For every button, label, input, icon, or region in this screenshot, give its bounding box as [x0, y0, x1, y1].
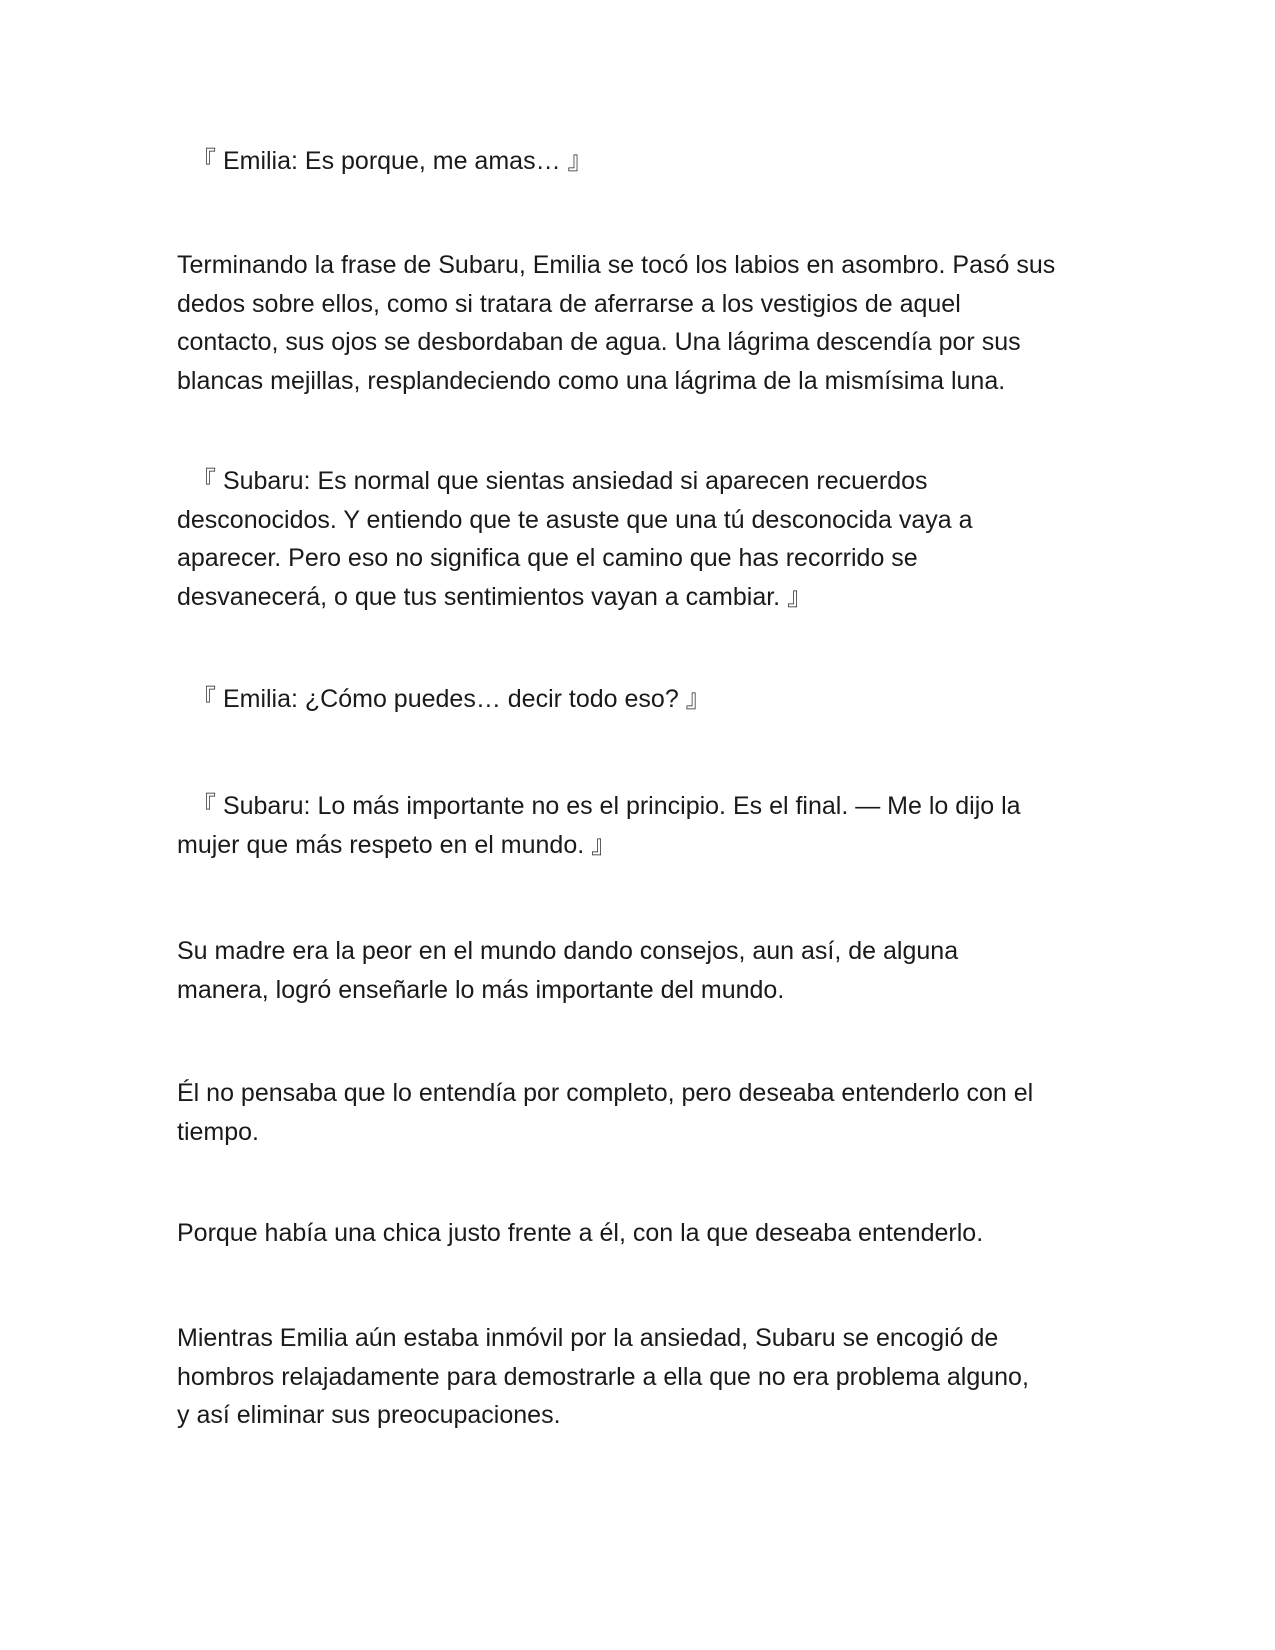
paragraph-dialogue-emilia-2	[177, 680, 1117, 719]
paragraph-narration-1	[177, 246, 1117, 400]
text-line: tiempo.	[177, 1117, 259, 1146]
paragraph-narration-4	[177, 1214, 1117, 1253]
text-line: 『 Subaru: Lo más importante no es el principio. Es el final. — Me lo dijo la	[191, 792, 1021, 820]
text-line: contacto, sus ojos se desbordaban de agua. Una lágrima descendía por sus	[177, 328, 1021, 356]
text-line: desvanecerá, o que tus sentimientos vayan a cambiar. 』	[177, 582, 813, 611]
text-line: desconocidos. Y entiendo que te asuste que una tú desconocida vaya a	[177, 505, 973, 534]
text-line: 『 Emilia: ¿Cómo puedes… decir todo eso? 』	[191, 685, 711, 713]
text-line: 『 Subaru: Es normal que sientas ansiedad si aparecen recuerdos	[191, 467, 928, 495]
paragraph-narration-2	[177, 932, 1117, 1009]
paragraph-narration-3	[177, 1074, 1117, 1151]
text-line: 『 Emilia: Es porque, me amas… 』	[191, 147, 593, 175]
text-line: y así eliminar sus preocupaciones.	[177, 1401, 561, 1429]
paragraph-dialogue-subaru-1	[177, 462, 1117, 616]
text-line: manera, logró enseñarle lo más importante del mundo.	[177, 975, 785, 1004]
text-line: Mientras Emilia aún estaba inmóvil por la ansiedad, Subaru se encogió de	[177, 1324, 999, 1352]
text-line: Porque había una chica justo frente a él, con la que deseaba entenderlo.	[177, 1219, 984, 1247]
paragraph-narration-5	[177, 1319, 1117, 1435]
paragraph-dialogue-subaru-2	[177, 787, 1117, 864]
text-line: Terminando la frase de Subaru, Emilia se tocó los labios en asombro. Pasó sus	[177, 251, 1056, 279]
text-line: mujer que más respeto en el mundo. 』	[177, 830, 617, 859]
text-line: aparecer. Pero eso no significa que el camino que has recorrido se	[177, 544, 918, 572]
paragraph-dialogue-emilia-1	[177, 142, 1117, 181]
text-line: blancas mejillas, resplandeciendo como una lágrima de la mismísima luna.	[177, 366, 1006, 395]
text-line: dedos sobre ellos, como si tratara de aferrarse a los vestigios de aquel	[177, 289, 961, 318]
text-line: Él no pensaba que lo entendía por completo, pero deseaba entenderlo con el	[177, 1079, 1034, 1107]
text-line: Su madre era la peor en el mundo dando consejos, aun así, de alguna	[177, 937, 959, 965]
text-line: hombros relajadamente para demostrarle a ella que no era problema alguno,	[177, 1362, 1029, 1391]
